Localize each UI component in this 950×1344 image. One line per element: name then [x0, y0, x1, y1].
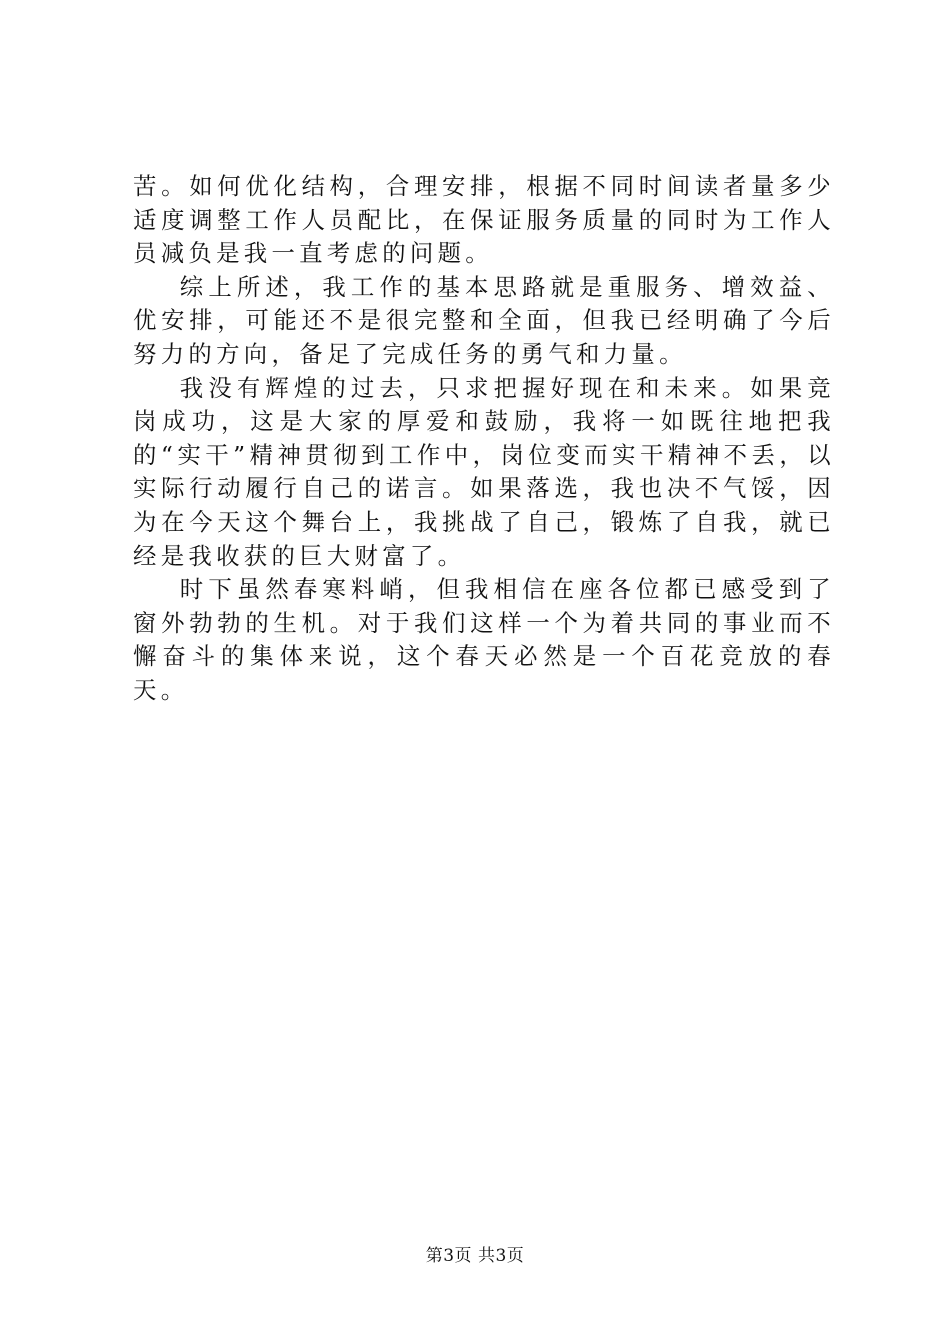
- paragraph-commitment: 我没有辉煌的过去，只求把握好现在和未来。如果竞岗成功，这是大家的厚爱和鼓励，我将一如既往地把我的“实干”精神贯彻到工作中，岗位变而实干精神不丢，以实际行动履行自己的诺言。如果落选，我也决不气馁，因为在今天这个舞台上，我挑战了自己，锻炼了自我，就已经是我收获的巨大财富了。: [133, 373, 835, 570]
- paragraph-closing: 时下虽然春寒料峭，但我相信在座各位都已感受到了窗外勃勃的生机。对于我们这样一个为着共同的事业而不懈奋斗的集体来说，这个春天必然是一个百花竞放的春天。: [133, 575, 835, 704]
- document-body: [133, 170, 835, 708]
- paragraph-summary: 综上所述，我工作的基本思路就是重服务、增效益、优安排，可能还不是很完整和全面，但我已经明确了今后努力的方向，备足了完成任务的勇气和力量。: [133, 272, 835, 368]
- page-number-footer: 第3页 共3页: [425, 1246, 525, 1266]
- paragraph-continuation: 苦。如何优化结构，合理安排，根据不同时间读者量多少适度调整工作人员配比，在保证服务质量的同时为工作人员减负是我一直考虑的问题。: [133, 172, 835, 268]
